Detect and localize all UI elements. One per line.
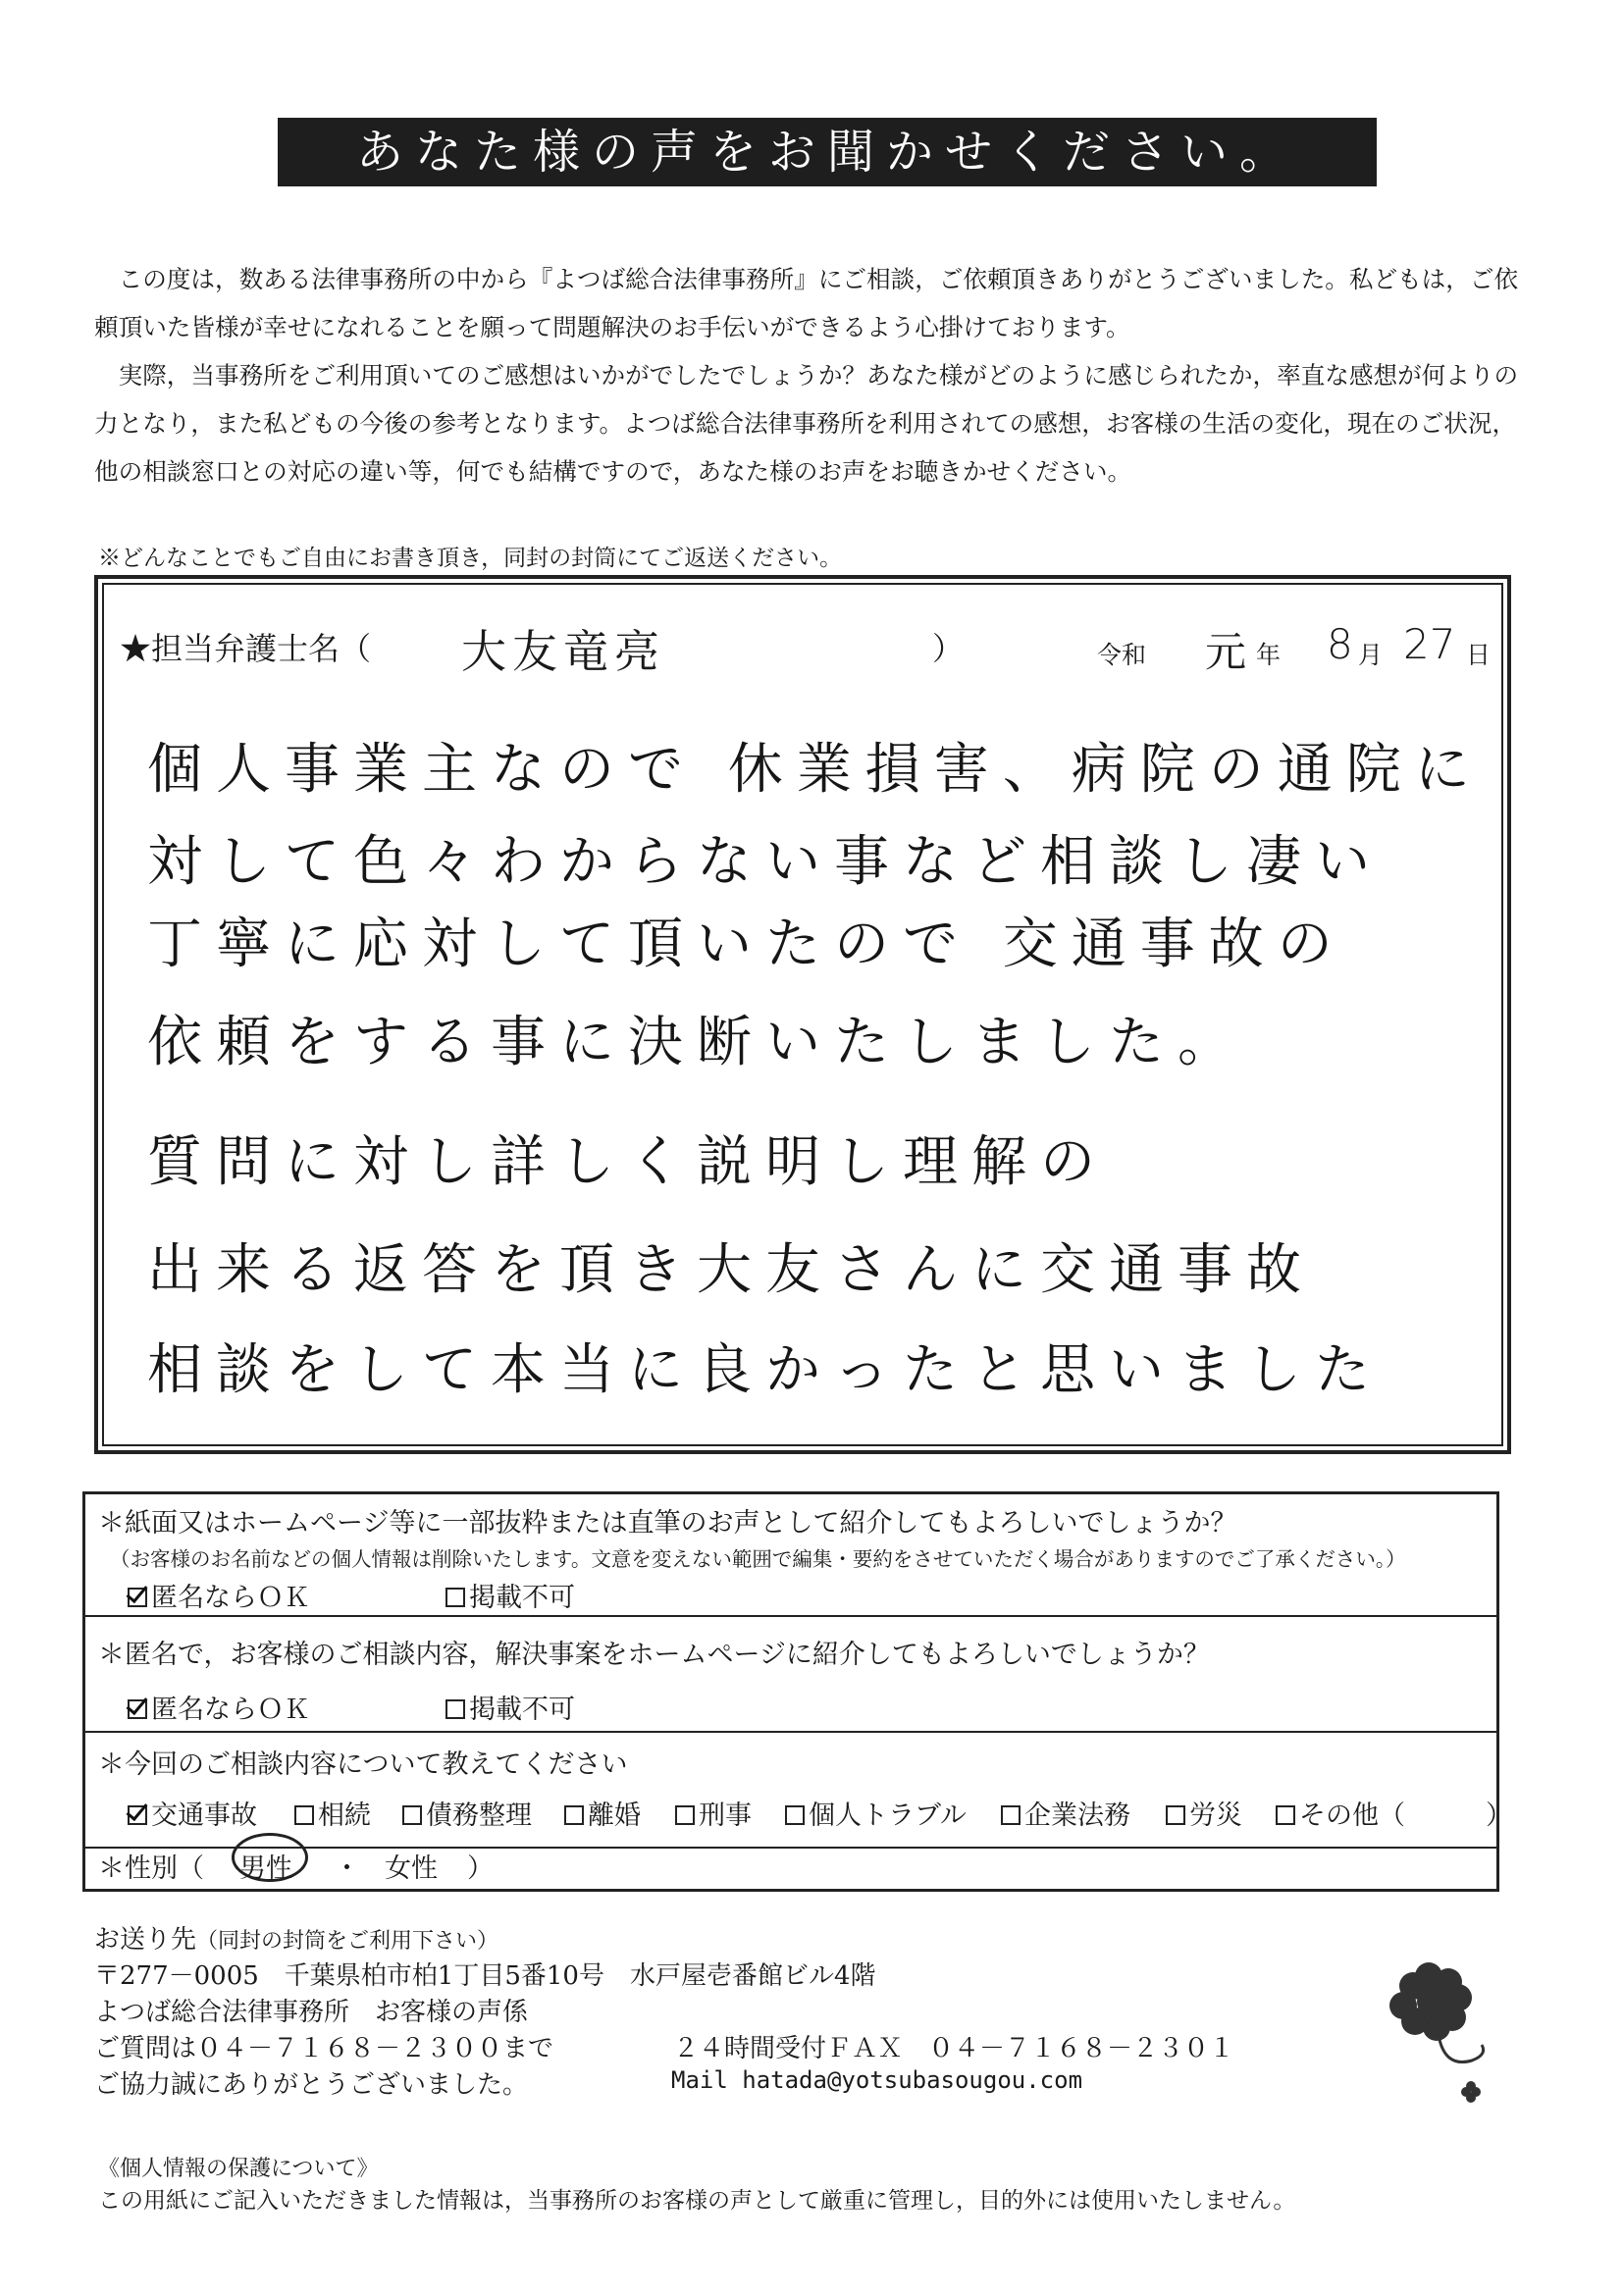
address-heading — [94, 1919, 498, 1956]
address-postal: 〒277－0005 千葉県柏市柏1丁目5番10号 水戸屋壱番館ビル4階 — [94, 1961, 876, 1991]
checkbox-icon[interactable] — [564, 1805, 584, 1825]
thanks-text: ご協力誠にありがとうございました。 — [94, 2070, 529, 2100]
survey-divider — [82, 1615, 1499, 1617]
option-label: 掲載不可 — [469, 1583, 575, 1613]
comment-line: 個人事業主なので 休業損害、病院の通院に — [147, 738, 1484, 802]
date-year-unit: 年 — [1256, 641, 1282, 669]
checkbox-checked-icon[interactable] — [128, 1805, 147, 1825]
contact-fax: ２４時間受付ＦＡＸ ０４－７１６８－２３０１ — [673, 2034, 1235, 2063]
option-anonymous-ok-1[interactable] — [128, 1576, 310, 1614]
option-label: 交通事故 — [151, 1800, 257, 1831]
option-female[interactable]: 女性 — [385, 1853, 438, 1884]
option-label: 掲載不可 — [469, 1695, 575, 1725]
option-criminal[interactable] — [675, 1794, 752, 1832]
option-label: 個人トラブル — [809, 1800, 967, 1831]
comment-line: 丁寧に応対して頂いたので 交通事故の — [147, 913, 1346, 976]
date-month-field[interactable]: 8 — [1327, 620, 1353, 668]
option-anonymous-ok-2[interactable] — [128, 1688, 310, 1726]
option-label: 労災 — [1189, 1800, 1242, 1831]
option-divorce[interactable] — [564, 1794, 641, 1832]
lawyer-name-close: ） — [932, 630, 965, 667]
date-day-field[interactable]: 27 — [1403, 620, 1456, 668]
checkbox-checked-icon[interactable] — [128, 1699, 147, 1719]
checkbox-icon[interactable] — [1166, 1805, 1185, 1825]
intro-paragraph-1: この度は，数ある法律事務所の中から『よつば総合法律事務所』にご相談，ご依頼頂きありがとうございました。私どもは，ご依頼頂いた皆様が幸せになれることを願って問題解決のお手伝いができるよう心掛けております。 — [94, 265, 1519, 341]
comment-line: 出来る返答を頂き大友さんに交通事故 — [147, 1238, 1315, 1302]
checkbox-icon[interactable] — [445, 1588, 465, 1607]
comment-line: 質問に対し詳しく説明し理解の — [147, 1130, 1109, 1194]
checkbox-icon[interactable] — [294, 1805, 314, 1825]
date-era: 令和 — [1097, 641, 1147, 669]
comment-line: 相談をして本当に良かったと思いました — [147, 1338, 1384, 1402]
clover-icon — [1364, 1953, 1521, 2110]
option-label: 債務整理 — [426, 1800, 532, 1831]
question-publish-comment-note: （お客様のお名前などの個人情報は削除いたします。文意を変えない範囲で編集・要約をさせていただく場合がありますのでご了承ください。） — [110, 1547, 1406, 1571]
checkbox-icon[interactable] — [675, 1805, 695, 1825]
option-label: 匿名ならＯＫ — [151, 1695, 310, 1725]
option-inheritance[interactable] — [294, 1794, 371, 1832]
contact-mail[interactable]: Mail hatada@yotsubasougou.com — [671, 2066, 1083, 2094]
option-label: 相続 — [318, 1800, 371, 1831]
intro-paragraph-2: 実際，当事務所をご利用頂いてのご感想はいかがでしたでしょうか？あなた様がどのように感じられたか，率直な感想が何よりの力となり，また私どもの今後の参考となります。よつば総合法律事務所を利用されての感想，お客様の生活の変化，現在のご状況，他の相談窓口との対応の違い等，何でも結構ですので，あなた様のお声をお聴きかせください。 — [94, 361, 1519, 486]
instruction-note: ※どんなことでもご自由にお書き頂き，同封の封筒にてご返送ください。 — [98, 546, 843, 571]
option-label: 企業法務 — [1024, 1800, 1130, 1831]
option-label: 刑事 — [699, 1800, 752, 1831]
checkbox-icon[interactable] — [785, 1805, 805, 1825]
privacy-title: 《個人情報の保護について》 — [98, 2157, 379, 2181]
page-title: あなた様の声をお聞かせください。 — [278, 118, 1377, 186]
question-publish-case: ＊匿名で，お客様のご相談内容，解決事案をホームページに紹介してもよろしいでしょうか？ — [98, 1640, 1210, 1670]
address-office: よつば総合法律事務所 お客様の声係 — [94, 1998, 529, 2027]
option-label: その他（ — [1299, 1800, 1405, 1831]
date-year-field[interactable]: 元 — [1205, 628, 1247, 676]
gender-separator: ・ — [334, 1853, 360, 1884]
comment-line: 対して色々わからない事など相談し凄い — [147, 830, 1384, 894]
option-other-close: ） — [1486, 1800, 1512, 1831]
contact-tel: ご質問は０４－７１６８－２３００まで — [94, 2034, 554, 2063]
date-month-unit: 月 — [1358, 641, 1384, 669]
option-label: 離婚 — [588, 1800, 641, 1831]
survey-divider — [82, 1731, 1499, 1733]
option-work-accident[interactable] — [1166, 1794, 1242, 1832]
checkbox-icon[interactable] — [402, 1805, 422, 1825]
privacy-text: この用紙にご記入いただきました情報は，当事務所のお客様の声として厳重に管理し，目的外には使用いたしません。 — [98, 2188, 1296, 2214]
gender-close: ） — [467, 1853, 494, 1884]
option-other[interactable] — [1276, 1794, 1405, 1832]
checkbox-icon[interactable] — [1276, 1805, 1295, 1825]
checkbox-icon[interactable] — [1001, 1805, 1021, 1825]
address-heading-text: お送り先 — [94, 1925, 197, 1955]
checkbox-icon[interactable] — [445, 1699, 465, 1719]
checkbox-checked-icon[interactable] — [128, 1588, 147, 1607]
option-not-allowed-1[interactable] — [445, 1576, 575, 1614]
option-traffic-accident[interactable] — [128, 1794, 257, 1832]
lawyer-name-label: ★担当弁護士名（ — [120, 630, 372, 667]
option-male[interactable]: 男性 — [239, 1853, 292, 1884]
lawyer-name-field[interactable]: 大友竜亮 — [461, 625, 665, 678]
comment-line: 依頼をする事に決断いたしました。 — [147, 1011, 1246, 1074]
question-gender: ＊性別（ — [98, 1853, 204, 1884]
option-not-allowed-2[interactable] — [445, 1688, 575, 1726]
question-publish-comment: ＊紙面又はホームページ等に一部抜粋または直筆のお声として紹介してもよろしいでしょうか？ — [98, 1508, 1237, 1539]
option-label: 匿名ならＯＫ — [151, 1583, 310, 1613]
question-consultation-type: ＊今回のご相談内容について教えてください — [98, 1749, 628, 1780]
option-debt[interactable] — [402, 1794, 532, 1832]
intro-text — [94, 255, 1537, 496]
option-personal-trouble[interactable] — [785, 1794, 967, 1832]
option-corporate[interactable] — [1001, 1794, 1130, 1832]
date-day-unit: 日 — [1466, 641, 1492, 669]
address-heading-note: （同封の封筒をご利用下さい） — [196, 1929, 499, 1954]
